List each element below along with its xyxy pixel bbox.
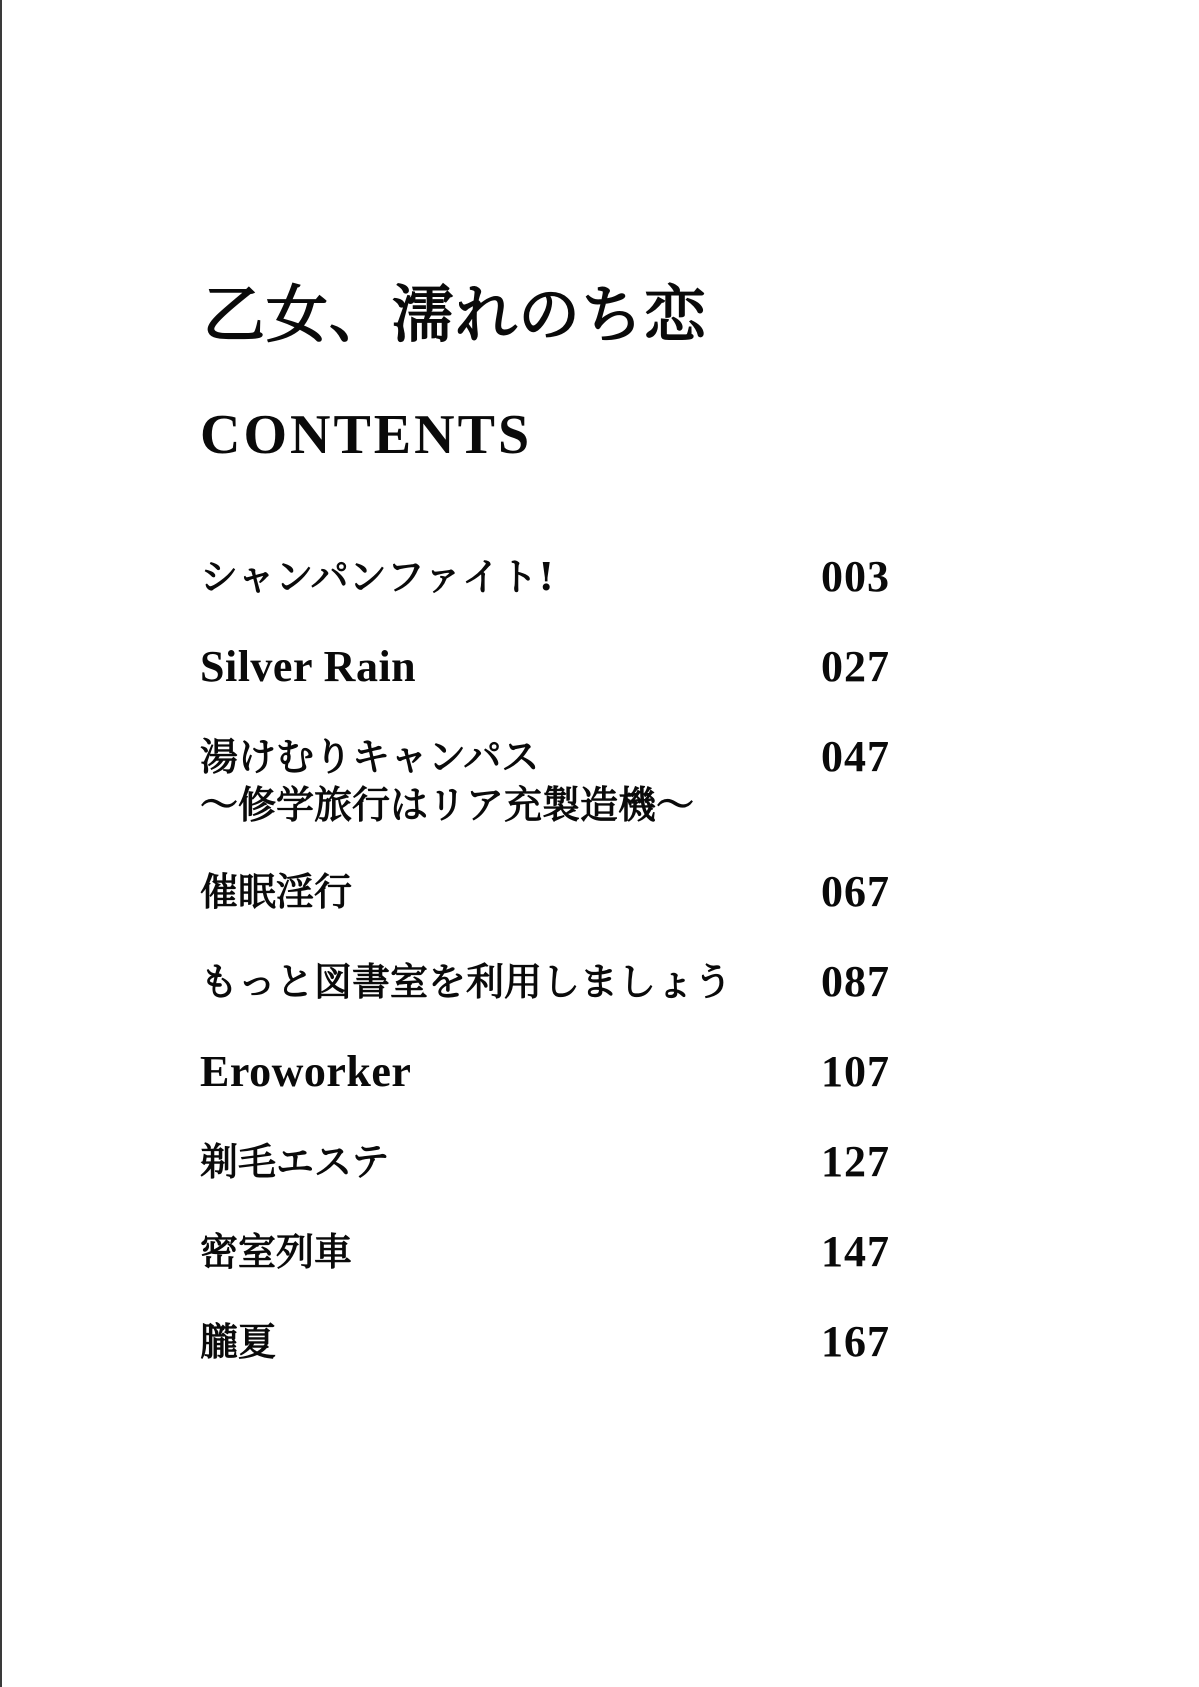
toc-entry-page: 027 [821,642,890,691]
toc-entry-title: 密室列車 [200,1229,353,1274]
toc-entry-page: 127 [821,1137,890,1186]
toc-entry-page: 067 [821,867,890,916]
toc-entry-title: 湯けむりキャンパス ～修学旅行はリア充製造機～ [200,734,695,827]
toc-entry [200,958,890,1018]
toc-entry [200,733,890,843]
toc-entry [200,553,890,613]
toc-entry-title: Silver Rain [200,642,417,691]
page-edge-line [0,0,2,1687]
contents-heading: CONTENTS [200,404,533,466]
toc-entry-title: Eroworker [200,1047,412,1096]
toc-entry-title: 催眠淫行 [200,869,353,914]
toc-entry [200,868,890,928]
toc-entry [200,1228,890,1288]
toc-entry-title: もっと図書室を利用しましょう [200,959,733,1004]
toc-entry-page: 107 [821,1047,890,1096]
toc-entry-page: 087 [821,957,890,1006]
toc-entry [200,1138,890,1198]
toc-entry-page: 167 [821,1317,890,1366]
book-title: 乙女、濡れのち恋 [203,278,708,351]
toc-entry-title: シャンパンファイト! [200,554,555,599]
toc-entry [200,1318,890,1378]
toc-entry-page: 047 [821,732,890,781]
toc-entry-title: 朧夏 [200,1319,277,1364]
toc-entry-page: 003 [821,552,890,601]
toc-entry-page: 147 [821,1227,890,1276]
toc-entry [200,1048,890,1108]
toc-entry-title: 剃毛エステ [200,1139,390,1184]
toc-entry [200,643,890,703]
